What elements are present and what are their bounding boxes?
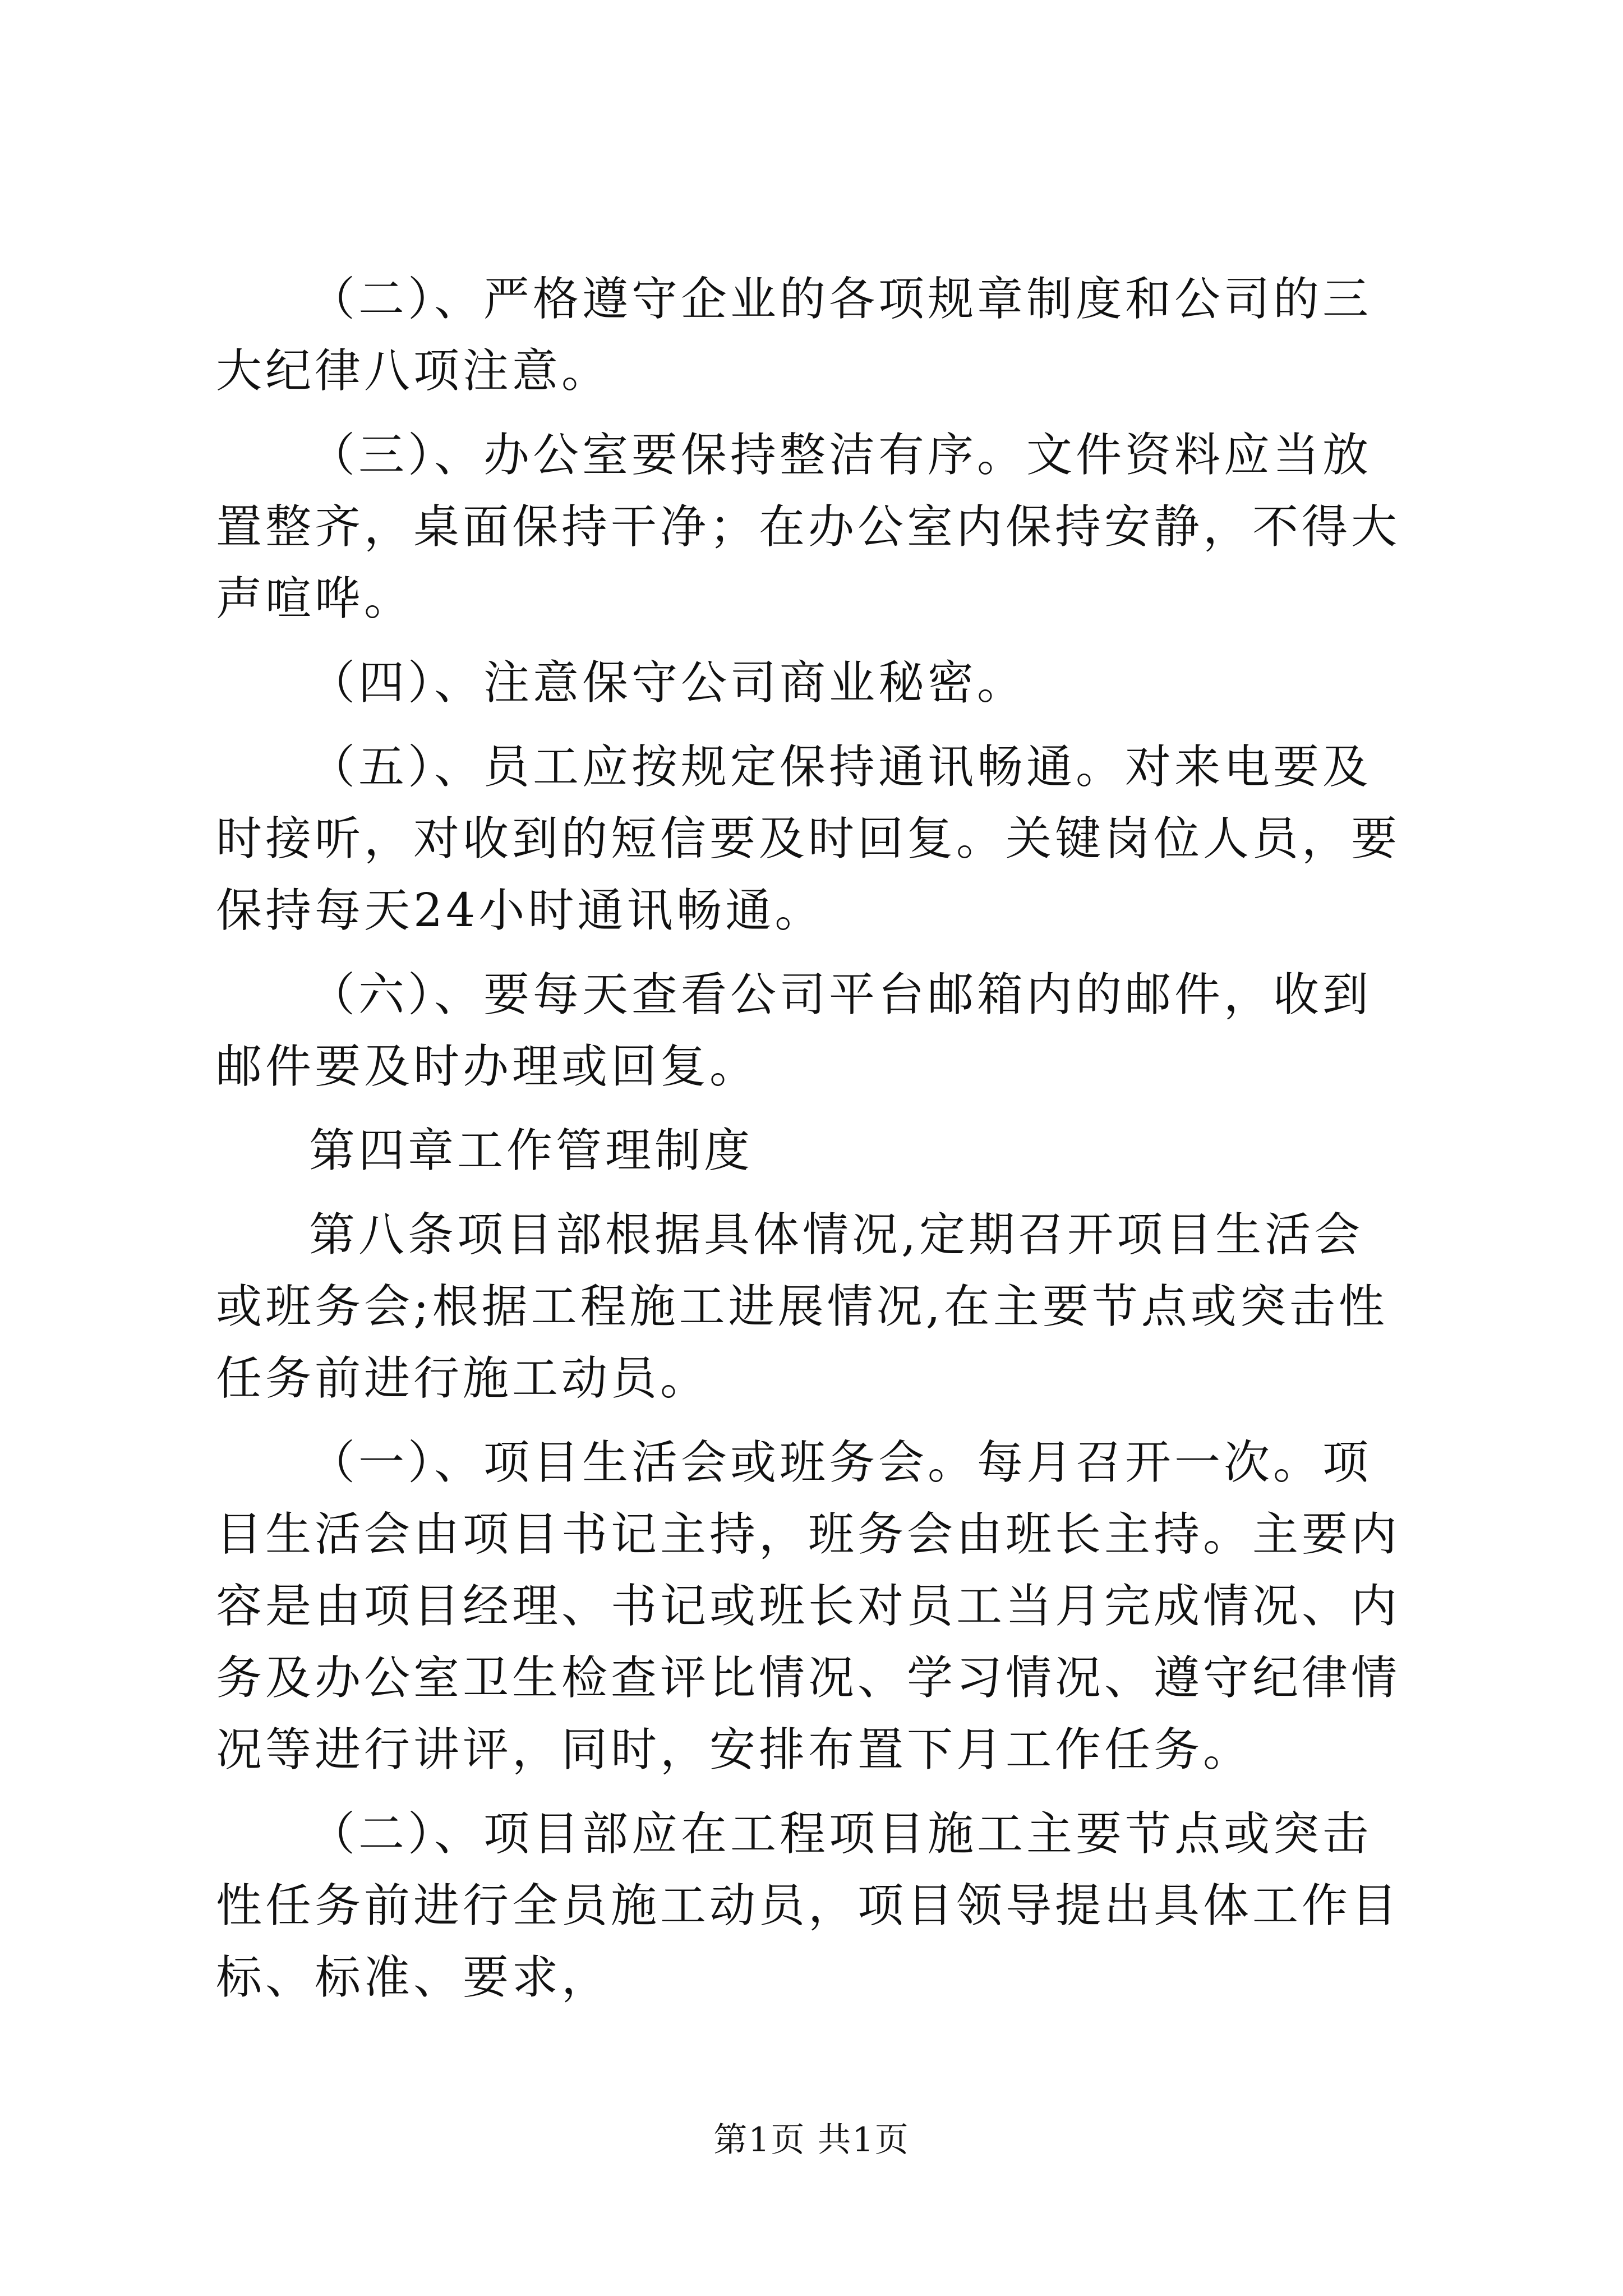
paragraph-5-communication: （五）、员工应按规定保持通讯畅通。对来电要及时接听，对收到的短信要及时回复。关键岗位人员，要保持每天24小时通讯畅通。 bbox=[216, 740, 1401, 937]
page-footer: 第1页 共1页 bbox=[713, 2120, 910, 2160]
paragraph-4-confidentiality: （四）、注意保守公司商业秘密。 bbox=[309, 656, 1027, 710]
paragraph-2-discipline: （二）、严格遵守企业的各项规章制度和公司的三大纪律八项注意。 bbox=[216, 273, 1372, 398]
paragraph-2-mobilization: （二）、项目部应在工程项目施工主要节点或突击性任务前进行全员施工动员，项目领导提出具体工作目标、标准、要求， bbox=[216, 1807, 1401, 2004]
chapter-heading: 第四章工作管理制度 bbox=[309, 1124, 754, 1177]
document-body bbox=[216, 264, 1410, 2026]
article-8: 第八条项目部根据具体情况,定期召开项目生活会或班务会;根据工程施工进展情况,在主要节点或突击性任务前进行施工动员。 bbox=[216, 1208, 1388, 1405]
paragraph-3-office-order: （三）、办公室要保持整洁有序。文件资料应当放置整齐，桌面保持干净；在办公室内保持安静，不得大声喧哗。 bbox=[216, 429, 1401, 625]
paragraph-1-meetings: （一）、项目生活会或班务会。每月召开一次。项目生活会由项目书记主持，班务会由班长主持。主要内容是由项目经理、书记或班长对员工当月完成情况、内务及办公室卫生检查评比情况、学习情况、遵守纪律情况等进行讲评，同时，安排布置下月工作任务。 bbox=[216, 1436, 1401, 1777]
paragraph-6-email: （六）、要每天查看公司平台邮箱内的邮件，收到邮件要及时办理或回复。 bbox=[216, 968, 1372, 1093]
